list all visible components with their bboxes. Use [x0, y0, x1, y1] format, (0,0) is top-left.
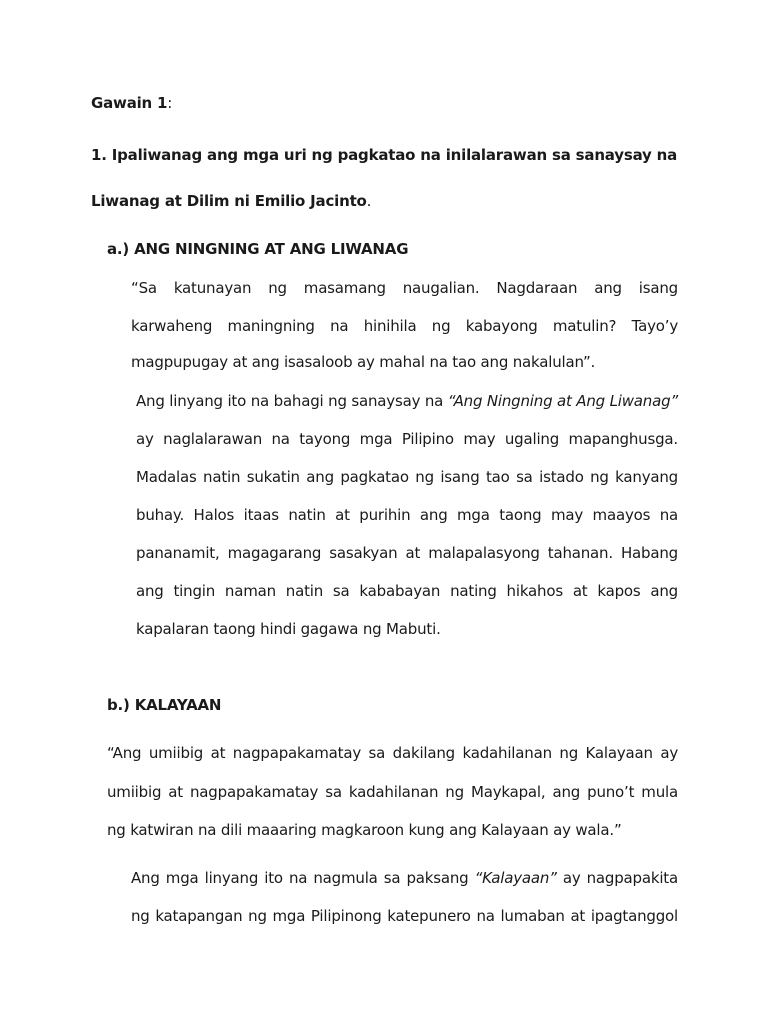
- section-a-paragraph-line: Madalas natin sukatin ang pagkatao ng isang tao sa istado ng kanyang: [136, 468, 678, 486]
- section-b-quote-line: umiibig at nagpapakamatay sa kadahilanan ng Maykapal, ang puno’t mula: [107, 783, 678, 801]
- section-a-paragraph-line: Ang linyang ito na bahagi ng sanaysay na “Ang Ningning at Ang Liwanag”: [136, 392, 678, 410]
- section-b-paragraph-line: Ang mga linyang ito na nagmula sa paksang “Kalayaan” ay nagpapakita: [131, 869, 678, 887]
- section-a-quote-line: “Sa katunayan ng masamang naugalian. Nagdaraan ang isang: [131, 279, 678, 297]
- section-a-paragraph-line: ang tingin naman natin sa kababayan nating hikahos at kapos ang: [136, 582, 678, 600]
- section-b-paragraph-line: ng katapangan ng mga Pilipinong katepunero na lumaban at ipagtanggol: [131, 907, 678, 925]
- section-a-paragraph-line: pananamit, magagarang sasakyan at malapalasyong tahanan. Habang: [136, 544, 678, 562]
- question-line-2: Liwanag at Dilim ni Emilio Jacinto.: [91, 192, 372, 210]
- section-a-paragraph-line: kapalaran taong hindi gagawa ng Mabuti.: [136, 620, 441, 638]
- activity-heading: Gawain 1:: [91, 94, 173, 112]
- section-a-quote-line: karwaheng maningning na hinihila ng kabayong matulin? Tayo’y: [131, 317, 678, 335]
- section-a-quote-line: magpupugay at ang isasaloob ay mahal na tao ang nakalulan”.: [131, 353, 596, 371]
- section-a-paragraph-line: ay naglalarawan na tayong mga Pilipino may ugaling mapanghusga.: [136, 430, 678, 448]
- section-b-heading: b.) KALAYAAN: [107, 696, 222, 714]
- question-line-1: 1. Ipaliwanag ang mga uri ng pagkatao na inilalarawan sa sanaysay na: [91, 146, 678, 164]
- section-b-quote-line: “Ang umiibig at nagpapakamatay sa dakilang kadahilanan ng Kalayaan ay: [107, 744, 678, 762]
- section-a-heading: a.) ANG NINGNING AT ANG LIWANAG: [107, 240, 409, 258]
- section-a-paragraph-line: buhay. Halos itaas natin at purihin ang mga taong may maayos na: [136, 506, 678, 524]
- section-b-quote-line: ng katwiran na dili maaaring magkaroon kung ang Kalayaan ay wala.”: [107, 821, 622, 839]
